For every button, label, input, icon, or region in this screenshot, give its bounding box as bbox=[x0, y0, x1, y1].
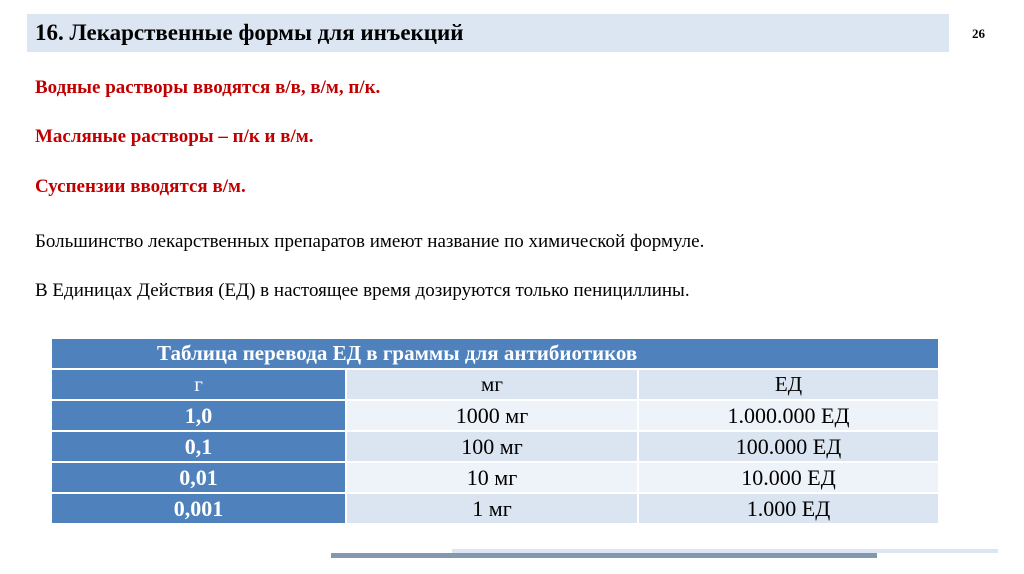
table-row bbox=[51, 493, 939, 524]
table-header-row bbox=[51, 369, 939, 400]
column-header-mg: мг bbox=[346, 369, 638, 400]
cell-ed: 100.000 ЕД bbox=[638, 431, 939, 462]
table-row bbox=[51, 462, 939, 493]
cell-ed: 1.000.000 ЕД bbox=[638, 400, 939, 431]
cell-g: 0,1 bbox=[51, 431, 346, 462]
cell-mg: 1 мг bbox=[346, 493, 638, 524]
conversion-table bbox=[50, 337, 940, 525]
text-line-naming: Большинство лекарственных препаратов имеют название по химической формуле. bbox=[35, 231, 705, 252]
cell-g: 1,0 bbox=[51, 400, 346, 431]
text-line-suspensions: Суспензии вводятся в/м. bbox=[35, 176, 246, 197]
column-header-ed: ЕД bbox=[638, 369, 939, 400]
cell-mg: 1000 мг bbox=[346, 400, 638, 431]
column-header-g: г bbox=[51, 369, 346, 400]
cell-mg: 100 мг bbox=[346, 431, 638, 462]
table-row bbox=[51, 400, 939, 431]
text-line-oily: Масляные растворы – п/к и в/м. bbox=[35, 126, 314, 147]
text-line-aqueous: Водные растворы вводятся в/в, в/м, п/к. bbox=[35, 77, 381, 98]
cell-ed: 10.000 ЕД bbox=[638, 462, 939, 493]
cell-g: 0,001 bbox=[51, 493, 346, 524]
table-title-row bbox=[51, 338, 939, 369]
cell-ed: 1.000 ЕД bbox=[638, 493, 939, 524]
text-line-units: В Единицах Действия (ЕД) в настоящее время дозируются только пенициллины. bbox=[35, 280, 690, 301]
cell-mg: 10 мг bbox=[346, 462, 638, 493]
slide-number: 26 bbox=[972, 26, 985, 41]
decorative-bar-dark bbox=[331, 553, 877, 558]
slide-title: 16. Лекарственные формы для инъекций bbox=[27, 14, 949, 52]
cell-g: 0,01 bbox=[51, 462, 346, 493]
table-row bbox=[51, 431, 939, 462]
table-title: Таблица перевода ЕД в граммы для антибиотиков bbox=[51, 338, 939, 369]
